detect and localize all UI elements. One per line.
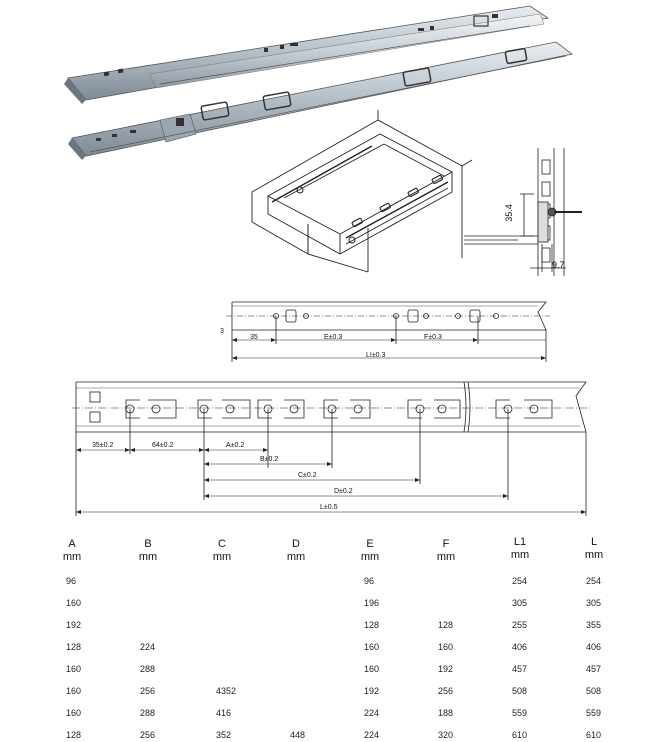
- offset-dimension-label: 9.7: [552, 260, 565, 270]
- table-cell: 160: [364, 664, 380, 674]
- table-cell: 254: [586, 576, 602, 586]
- table-cell: 457: [586, 664, 602, 674]
- table-cell: 559: [586, 708, 602, 718]
- header-f: F mm: [436, 538, 456, 563]
- table-cell: 128: [66, 730, 82, 740]
- dim-label-l-tol: L±0.5: [320, 504, 338, 511]
- table-cell: 224: [364, 730, 380, 740]
- header-l: L mm: [584, 536, 604, 561]
- outer-rail-profile-drawing: [70, 376, 590, 520]
- upper-slide-rail: [64, 6, 548, 104]
- table-cell: 457: [512, 664, 528, 674]
- table-cell: 4352: [216, 686, 237, 696]
- header-c: C mm: [212, 538, 232, 563]
- table-cell: 224: [140, 642, 156, 652]
- table-cell: 160: [66, 686, 82, 696]
- dimension-table: [0, 532, 649, 742]
- dim-label-a-tol: A±0.2: [226, 442, 245, 449]
- table-cell: 255: [512, 620, 528, 630]
- table-cell: 406: [586, 642, 602, 652]
- table-cell: 224: [364, 708, 380, 718]
- dim-label-35: 35: [250, 334, 258, 341]
- table-cell: 128: [66, 642, 82, 652]
- table-cell: 160: [66, 598, 82, 608]
- table-cell: 320: [438, 730, 454, 740]
- table-cell: 305: [586, 598, 602, 608]
- dim-label-l1: LI±0.3: [366, 352, 386, 359]
- header-d: D mm: [286, 538, 306, 563]
- dim-label-c-tol: C±0.2: [298, 472, 317, 479]
- table-cell: 448: [290, 730, 306, 740]
- inner-rail-profile-drawing: [220, 296, 550, 366]
- table-cell: 188: [438, 708, 454, 718]
- drawer-installation-drawing: [248, 108, 473, 273]
- table-cell: 288: [140, 664, 156, 674]
- table-cell: 610: [586, 730, 602, 740]
- dim-label-35-tol: 35±0.2: [92, 442, 114, 449]
- table-cell: 559: [512, 708, 528, 718]
- table-cell: 256: [438, 686, 454, 696]
- table-cell: 196: [364, 598, 380, 608]
- table-cell: 192: [438, 664, 454, 674]
- table-cell: 352: [216, 730, 232, 740]
- cross-section-detail: [458, 140, 598, 280]
- table-cell: 160: [66, 708, 82, 718]
- table-cell: 128: [364, 620, 380, 630]
- table-cell: 96: [66, 576, 77, 586]
- table-cell: 508: [586, 686, 602, 696]
- header-b: B mm: [138, 538, 158, 563]
- table-cell: 416: [216, 708, 232, 718]
- table-cell: 192: [66, 620, 82, 630]
- table-cell: 192: [364, 686, 380, 696]
- table-cell: 160: [364, 642, 380, 652]
- table-cell: 256: [140, 686, 156, 696]
- dim-label-b-tol: B±0.2: [260, 456, 279, 463]
- table-cell: 288: [140, 708, 156, 718]
- table-cell: 160: [66, 664, 82, 674]
- table-cell: 355: [586, 620, 602, 630]
- table-cell: 254: [512, 576, 528, 586]
- header-l1: L1 mm: [510, 536, 530, 561]
- table-cell: 508: [512, 686, 528, 696]
- dim-label-64-tol: 64±0.2: [152, 442, 174, 449]
- table-cell: 160: [438, 642, 454, 652]
- table-cell: 406: [512, 642, 528, 652]
- header-a: A mm: [62, 538, 82, 563]
- header-e: E mm: [360, 538, 380, 563]
- table-cell: 305: [512, 598, 528, 608]
- table-cell: 96: [364, 576, 375, 586]
- table-cell: 610: [512, 730, 528, 740]
- table-cell: 256: [140, 730, 156, 740]
- table-cell: 128: [438, 620, 454, 630]
- dim-label-f: F±0.3: [424, 334, 442, 341]
- dim-label-d-tol: D±0.2: [334, 488, 353, 495]
- side-mark-label: 3: [220, 328, 224, 335]
- dim-label-e: E±0.3: [324, 334, 343, 341]
- height-dimension-label: 35.4: [503, 204, 514, 222]
